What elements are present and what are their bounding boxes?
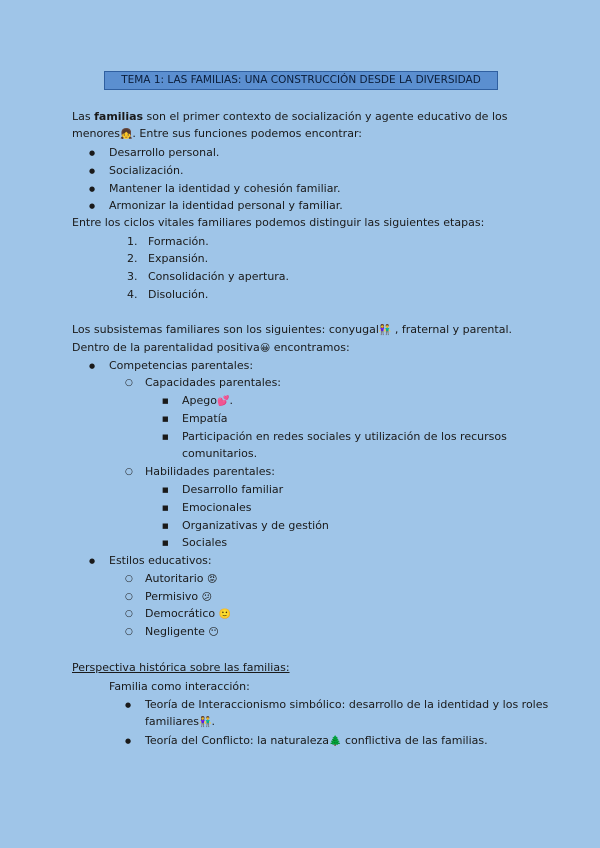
subsystems-line <box>72 323 512 338</box>
intro-line-1 <box>72 110 507 124</box>
estilo-text: Negligente <box>145 625 209 638</box>
teoria-post: . <box>211 715 215 728</box>
apego-post: . <box>229 394 233 407</box>
function-item: ● Desarrollo personal. <box>109 146 219 160</box>
stage-number: 1. <box>127 235 138 248</box>
estilo-item <box>145 607 231 622</box>
perspectiva-heading: Perspectiva histórica sobre las familias: <box>72 661 290 674</box>
teoria-post: conflictiva de las familias. <box>341 734 488 747</box>
estilos-item: ● Estilos educativos: <box>109 554 212 568</box>
familia-interaccion-label: Familia como interacción: <box>109 680 250 693</box>
couple-icon: 👫 <box>199 717 212 728</box>
subsystems-post: , fraternal y parental. <box>391 323 512 336</box>
tree-icon: 🌲 <box>329 736 342 747</box>
stages-intro: Entre los ciclos vitales familiares podemos distinguir las siguientes etapas: <box>72 216 485 229</box>
subsystems-pre: Los subsistemas familiares son los siguientes: conyugal <box>72 323 379 336</box>
function-item: ● Mantener la identidad y cohesión familiar. <box>109 182 340 196</box>
teoria-text: familiares <box>145 715 200 728</box>
estilo-text: Permisivo <box>145 590 202 603</box>
function-item: ● Socialización. <box>109 164 184 178</box>
teoria-text: Teoría del Conflicto: la naturaleza <box>145 734 330 747</box>
competencias-item: ● Competencias parentales: <box>109 359 253 373</box>
stage-number: 2. <box>127 252 138 265</box>
stage-item <box>127 288 208 302</box>
stage-text: Formación. <box>148 235 209 248</box>
estilo-item <box>145 625 219 640</box>
positive-pre: Dentro de la parentalidad positiva <box>72 341 260 354</box>
habilidades-item: ○ Habilidades parentales: <box>145 465 275 479</box>
apego-item <box>182 394 233 409</box>
teoria-item: ● Teoría de Interaccionismo simbólico: desarrollo de la identidad y los roles <box>145 698 548 712</box>
teoria-item-cont <box>145 715 215 730</box>
stage-item <box>127 235 209 249</box>
apego-text: Apego <box>182 394 217 407</box>
smile-icon: 😀 <box>259 343 271 354</box>
habilidad-item: ■ Emocionales <box>182 501 252 515</box>
positive-post: encontramos: <box>270 341 350 354</box>
intro-line2-post: . Entre sus funciones podemos encontrar: <box>132 127 362 140</box>
intro-line2-text: menores <box>72 127 120 140</box>
hearts-icon: 💕 <box>217 396 230 407</box>
participacion-item: ■ Participación en redes sociales y utilización de los recursos <box>182 430 507 444</box>
couple-icon: 👫 <box>378 325 392 336</box>
estilo-item <box>145 572 217 587</box>
intro-pre: Las <box>72 110 95 123</box>
intro-line-2 <box>72 127 362 142</box>
habilidad-item: ■ Desarrollo familiar <box>182 483 283 497</box>
girl-icon: 👧 <box>119 129 133 140</box>
positive-parenting-line <box>72 341 350 356</box>
function-item: ● Armonizar la identidad personal y familiar. <box>109 199 343 213</box>
estilo-text: Autoritario <box>145 572 207 585</box>
intro-bold-word: familias <box>94 110 144 123</box>
habilidad-item: ■ Sociales <box>182 536 227 550</box>
estilo-item <box>145 590 212 605</box>
angry-face-icon: 😡 <box>206 574 218 585</box>
stage-number: 3. <box>127 270 138 283</box>
confused-face-icon: 😕 <box>201 592 213 603</box>
habilidad-item: ■ Organizativas y de gestión <box>182 519 329 533</box>
capacidades-item: ○ Capacidades parentales: <box>145 376 281 390</box>
teoria-item <box>145 734 488 749</box>
smiling-face-icon: 🙂 <box>218 609 232 620</box>
stage-text: Consolidación y apertura. <box>148 270 290 283</box>
stage-text: Disolución. <box>148 288 209 301</box>
stage-number: 4. <box>127 288 138 301</box>
empatia-item: ■ Empatía <box>182 412 228 426</box>
participacion-item-cont: comunitarios. <box>182 447 258 460</box>
stage-text: Expansión. <box>148 252 209 265</box>
stage-item <box>127 252 208 266</box>
intro-post: son el primer contexto de socialización y agente educativo de los <box>143 110 508 123</box>
document-title: TEMA 1: LAS FAMILIAS: UNA CONSTRUCCIÓN DESDE LA DIVERSIDAD <box>104 71 498 90</box>
blank-face-icon: 😶 <box>208 627 219 638</box>
stage-item <box>127 270 289 284</box>
estilo-text: Democrático <box>145 607 219 620</box>
